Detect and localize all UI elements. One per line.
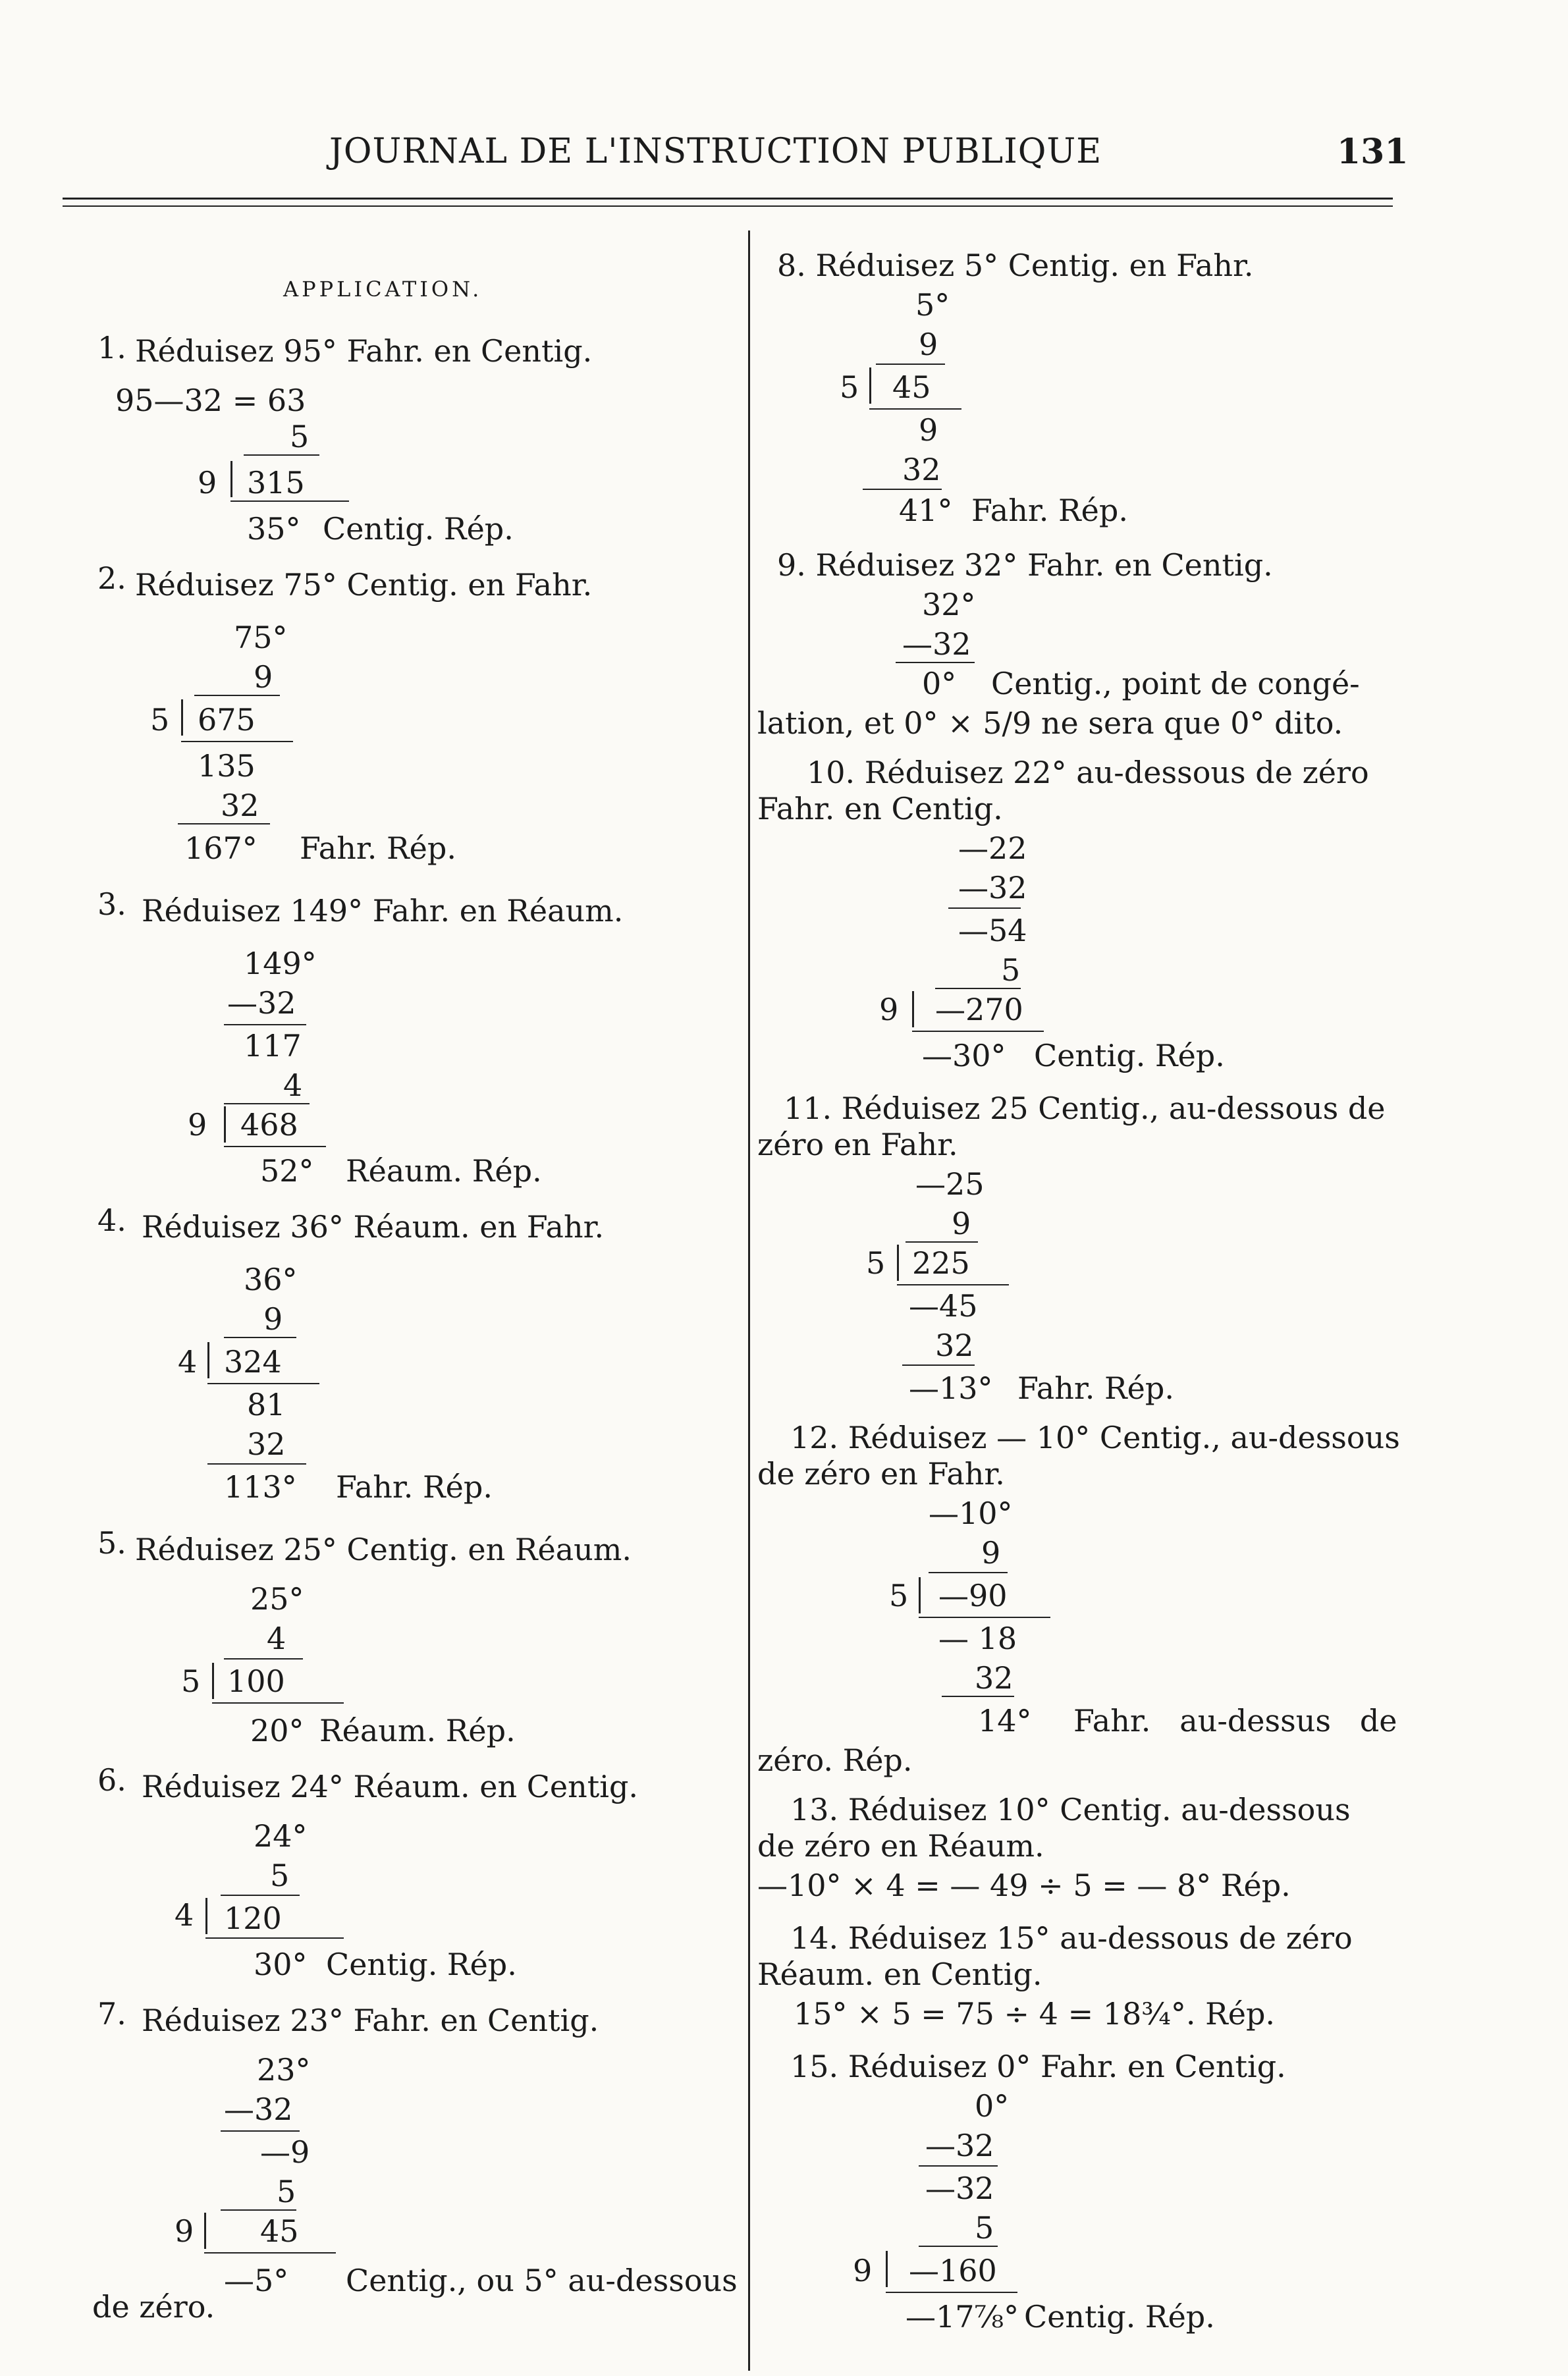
problem-13-title-2: de zéro en Réaum. (757, 1828, 1044, 1864)
p5-division-bar (212, 1663, 214, 1699)
p3-divisor: 9 (188, 1107, 207, 1143)
p11-line-2: 9 (952, 1206, 971, 1241)
p2-result: 167° (184, 830, 257, 866)
p15-line-4: 5 (975, 2210, 994, 2246)
p15-rule-2 (919, 2246, 998, 2247)
problem-3-title: Réduisez 149° Fahr. en Réaum. (142, 893, 624, 929)
p2-rule (194, 695, 280, 696)
p11-line-3: 225 (912, 1245, 970, 1281)
p6-result: 30° (254, 1947, 308, 1982)
p8-divisor: 5 (840, 369, 859, 405)
p15-division-bar (886, 2251, 888, 2287)
p5-rule-2 (212, 1702, 344, 1704)
p12-rule (929, 1572, 1008, 1573)
p1-rule (244, 454, 319, 456)
p4-rule (224, 1337, 296, 1338)
p7-line-3: —9 (260, 2134, 310, 2170)
p6-line-2: 5 (270, 1858, 290, 1893)
problem-10-title-2: Fahr. en Centig. (757, 791, 1003, 826)
p2-rule-3 (178, 823, 270, 824)
p4-line-4: 81 (247, 1387, 286, 1422)
p8-line-4: 9 (919, 412, 938, 448)
p7-divisor: 9 (175, 2213, 194, 2249)
problem-2-number: 2. (97, 560, 126, 596)
p12-continuation: zéro. Rép. (757, 1742, 913, 1778)
p2-divisor: 5 (150, 702, 170, 738)
p7-rule-3 (204, 2252, 336, 2254)
p7-rule (221, 2130, 300, 2132)
p2-line-5: 32 (221, 788, 259, 823)
p11-line-4: —45 (909, 1288, 978, 1324)
p7-line-4: 5 (277, 2174, 296, 2209)
p15-tail: Centig. Rép. (1024, 2299, 1215, 2335)
p3-rule-3 (224, 1146, 326, 1147)
problem-4-title: Réduisez 36° Réaum. en Fahr. (142, 1209, 605, 1245)
p4-line-5: 32 (247, 1426, 286, 1462)
p10-rule-3 (912, 1031, 1044, 1032)
p8-line-5: 32 (902, 452, 941, 487)
p11-divisor: 5 (866, 1245, 886, 1281)
p6-rule (221, 1895, 300, 1896)
problem-6-title: Réduisez 24° Réaum. en Centig. (142, 1769, 639, 1804)
p10-line-1: —22 (958, 830, 1027, 866)
p3-line-1: 149° (244, 946, 317, 981)
p5-rule (224, 1658, 303, 1660)
p9-tail: Centig., point de congé- (991, 666, 1360, 701)
p8-division-bar (869, 367, 871, 404)
problem-7-title: Réduisez 23° Fahr. en Centig. (142, 2003, 599, 2038)
p8-rule-3 (863, 489, 942, 490)
section-title: APPLICATION. (283, 277, 483, 302)
p7-division-bar (204, 2213, 206, 2249)
problem-8-title: 8. Réduisez 5° Centig. en Fahr. (777, 248, 1254, 283)
p10-rule-2 (935, 988, 1021, 989)
p10-line-5: —270 (935, 992, 1023, 1027)
p12-rule-3 (942, 1696, 1014, 1697)
p12-line-3: —90 (938, 1578, 1008, 1613)
p7-continuation: de zéro. (92, 2289, 215, 2325)
p6-line-3: 120 (224, 1901, 282, 1936)
problem-5-title: Réduisez 25° Centig. en Réaum. (135, 1532, 632, 1567)
p12-division-bar (919, 1577, 921, 1613)
p15-line-1: 0° (975, 2088, 1010, 2124)
p5-line-1: 25° (250, 1581, 304, 1617)
p7-rule-2 (221, 2209, 296, 2211)
p6-division-bar (205, 1898, 207, 1934)
p4-divisor: 4 (178, 1344, 198, 1380)
problem-1-title: Réduisez 95° Fahr. en Centig. (135, 333, 593, 369)
p3-result: 52° (260, 1153, 314, 1189)
p1-line-1: 95—32 = 63 (115, 383, 306, 418)
p6-line-1: 24° (254, 1818, 308, 1854)
p3-rule (224, 1024, 306, 1025)
p4-result: 113° (224, 1469, 297, 1505)
p4-rule-3 (207, 1463, 306, 1465)
problem-12-title: 12. Réduisez — 10° Centig., au-dessous (790, 1420, 1400, 1455)
problem-14-title: 14. Réduisez 15° au-dessous de zéro (790, 1920, 1353, 1956)
p12-rule-2 (919, 1617, 1050, 1618)
p2-line-1: 75° (234, 620, 288, 655)
p9-line-2: —32 (902, 626, 971, 662)
p8-line-3: 45 (892, 369, 931, 405)
problem-4-number: 4. (97, 1202, 126, 1238)
p4-line-1: 36° (244, 1262, 298, 1297)
p8-rule (876, 364, 945, 365)
p15-rule-3 (886, 2292, 1017, 2293)
problem-5-number: 5. (97, 1525, 126, 1561)
p2-tail: Fahr. Rép. (300, 830, 456, 866)
p9-rule (896, 662, 975, 663)
p11-line-1: —25 (915, 1166, 985, 1202)
p4-tail: Fahr. Rép. (336, 1469, 493, 1505)
problem-15-title: 15. Réduisez 0° Fahr. en Centig. (790, 2049, 1286, 2084)
p3-rule-2 (224, 1103, 310, 1104)
p5-result: 20° (250, 1713, 304, 1748)
p2-line-2: 9 (254, 659, 273, 695)
p10-division-bar (912, 991, 914, 1027)
p11-rule-3 (902, 1364, 975, 1366)
p3-division-bar (224, 1106, 226, 1143)
p1-tail: Centig. Rép. (323, 511, 514, 547)
p11-result: —13° (909, 1370, 993, 1406)
p10-line-3: —54 (958, 913, 1027, 948)
p4-division-bar (207, 1342, 209, 1378)
p7-line-2: —32 (224, 2092, 293, 2127)
p5-tail: Réaum. Rép. (319, 1713, 516, 1748)
p2-line-3: 675 (198, 702, 256, 738)
p10-result: —30° (922, 1038, 1006, 1073)
p8-line-1: 5° (915, 287, 950, 323)
problem-2-title: Réduisez 75° Centig. en Fahr. (135, 567, 593, 603)
p12-divisor: 5 (889, 1578, 909, 1613)
p15-line-3: —32 (925, 2171, 994, 2206)
problem-13-title: 13. Réduisez 10° Centig. au-dessous (790, 1792, 1351, 1827)
p6-rule-2 (205, 1937, 344, 1939)
p9-continuation: lation, et 0° × 5/9 ne sera que 0° dito. (757, 705, 1343, 741)
p12-result: 14° (978, 1703, 1032, 1739)
p6-tail: Centig. Rép. (326, 1947, 517, 1982)
p15-line-2: —32 (925, 2128, 994, 2163)
p8-rule-2 (869, 408, 961, 410)
p6-divisor: 4 (175, 1897, 194, 1933)
problem-11-title: 11. Réduisez 25 Centig., au-dessous de (784, 1091, 1386, 1126)
p1-division-bar (230, 461, 232, 497)
page-number: 131 (1337, 132, 1409, 172)
p5-line-3: 100 (227, 1663, 285, 1699)
p8-line-2: 9 (919, 327, 938, 362)
p8-result: 41° (899, 493, 953, 528)
p15-result: —17⅞° (906, 2299, 1019, 2335)
p7-line-5: 45 (260, 2213, 299, 2249)
p1-rule-2 (230, 500, 349, 502)
p3-line-2: —32 (227, 985, 296, 1021)
p1-line-2: 5 (290, 419, 310, 454)
p11-tail: Fahr. Rép. (1017, 1370, 1174, 1406)
p3-line-3: 117 (244, 1028, 302, 1064)
problem-7-number: 7. (97, 1996, 126, 2032)
column-divider (748, 230, 750, 2371)
p10-line-4: 5 (1001, 952, 1021, 988)
p15-rule (919, 2165, 998, 2167)
p5-divisor: 5 (181, 1663, 201, 1699)
problem-9-title: 9. Réduisez 32° Fahr. en Centig. (777, 547, 1273, 583)
p11-line-5: 32 (935, 1328, 974, 1363)
p15-divisor: 9 (853, 2253, 873, 2288)
problem-11-title-2: zéro en Fahr. (757, 1127, 958, 1162)
p7-line-1: 23° (257, 2052, 311, 2088)
p1-line-3: 315 (247, 465, 305, 500)
p15-line-5: —160 (909, 2253, 997, 2288)
p12-line-1: —10° (929, 1496, 1013, 1531)
p10-divisor: 9 (879, 992, 899, 1027)
p4-line-2: 9 (263, 1301, 283, 1337)
p11-rule-2 (897, 1284, 1009, 1285)
p7-result: —5° (224, 2263, 289, 2298)
p12-line-4: — 18 (938, 1621, 1017, 1656)
p12-tail: Fahr. au-dessus de (1073, 1703, 1397, 1739)
p12-line-5: 32 (975, 1660, 1014, 1696)
p10-rule (948, 907, 1021, 909)
problem-6-number: 6. (97, 1762, 126, 1798)
p14-calculation: 15° × 5 = 75 ÷ 4 = 18¾°. Rép. (794, 1996, 1276, 2032)
p4-rule-2 (207, 1383, 319, 1384)
header-rule-thin (63, 205, 1393, 207)
header-rule (63, 198, 1393, 200)
p1-result: 35° (247, 511, 301, 547)
p5-line-2: 4 (267, 1621, 286, 1656)
p10-tail: Centig. Rép. (1034, 1038, 1225, 1073)
p2-line-4: 135 (198, 748, 256, 784)
p1-divisor: 9 (198, 465, 217, 500)
problem-14-title-2: Réaum. en Centig. (757, 1957, 1042, 1992)
p7-tail: Centig., ou 5° au-dessous (346, 2263, 738, 2298)
p10-line-2: —32 (958, 870, 1027, 905)
p13-calculation: —10° × 4 = — 49 ÷ 5 = — 8° Rép. (757, 1868, 1291, 1903)
p3-line-4: 4 (283, 1067, 303, 1103)
problem-3-number: 3. (97, 886, 126, 922)
p4-line-3: 324 (224, 1344, 282, 1380)
running-header: JOURNAL DE L'INSTRUCTION PUBLIQUE (329, 132, 1102, 171)
p3-tail: Réaum. Rép. (346, 1153, 542, 1189)
p11-division-bar (897, 1245, 899, 1281)
p3-line-5: 468 (240, 1107, 298, 1143)
p2-division-bar (181, 699, 183, 736)
p2-rule-2 (181, 741, 293, 742)
p11-rule (906, 1241, 978, 1243)
p12-line-2: 9 (981, 1535, 1001, 1571)
problem-10-title: 10. Réduisez 22° au-dessous de zéro (807, 755, 1369, 790)
p9-line-1: 32° (922, 587, 976, 622)
p9-result: 0° (922, 666, 957, 701)
problem-12-title-2: de zéro en Fahr. (757, 1456, 1005, 1492)
problem-1-number: 1. (97, 330, 126, 365)
p8-tail: Fahr. Rép. (971, 493, 1128, 528)
